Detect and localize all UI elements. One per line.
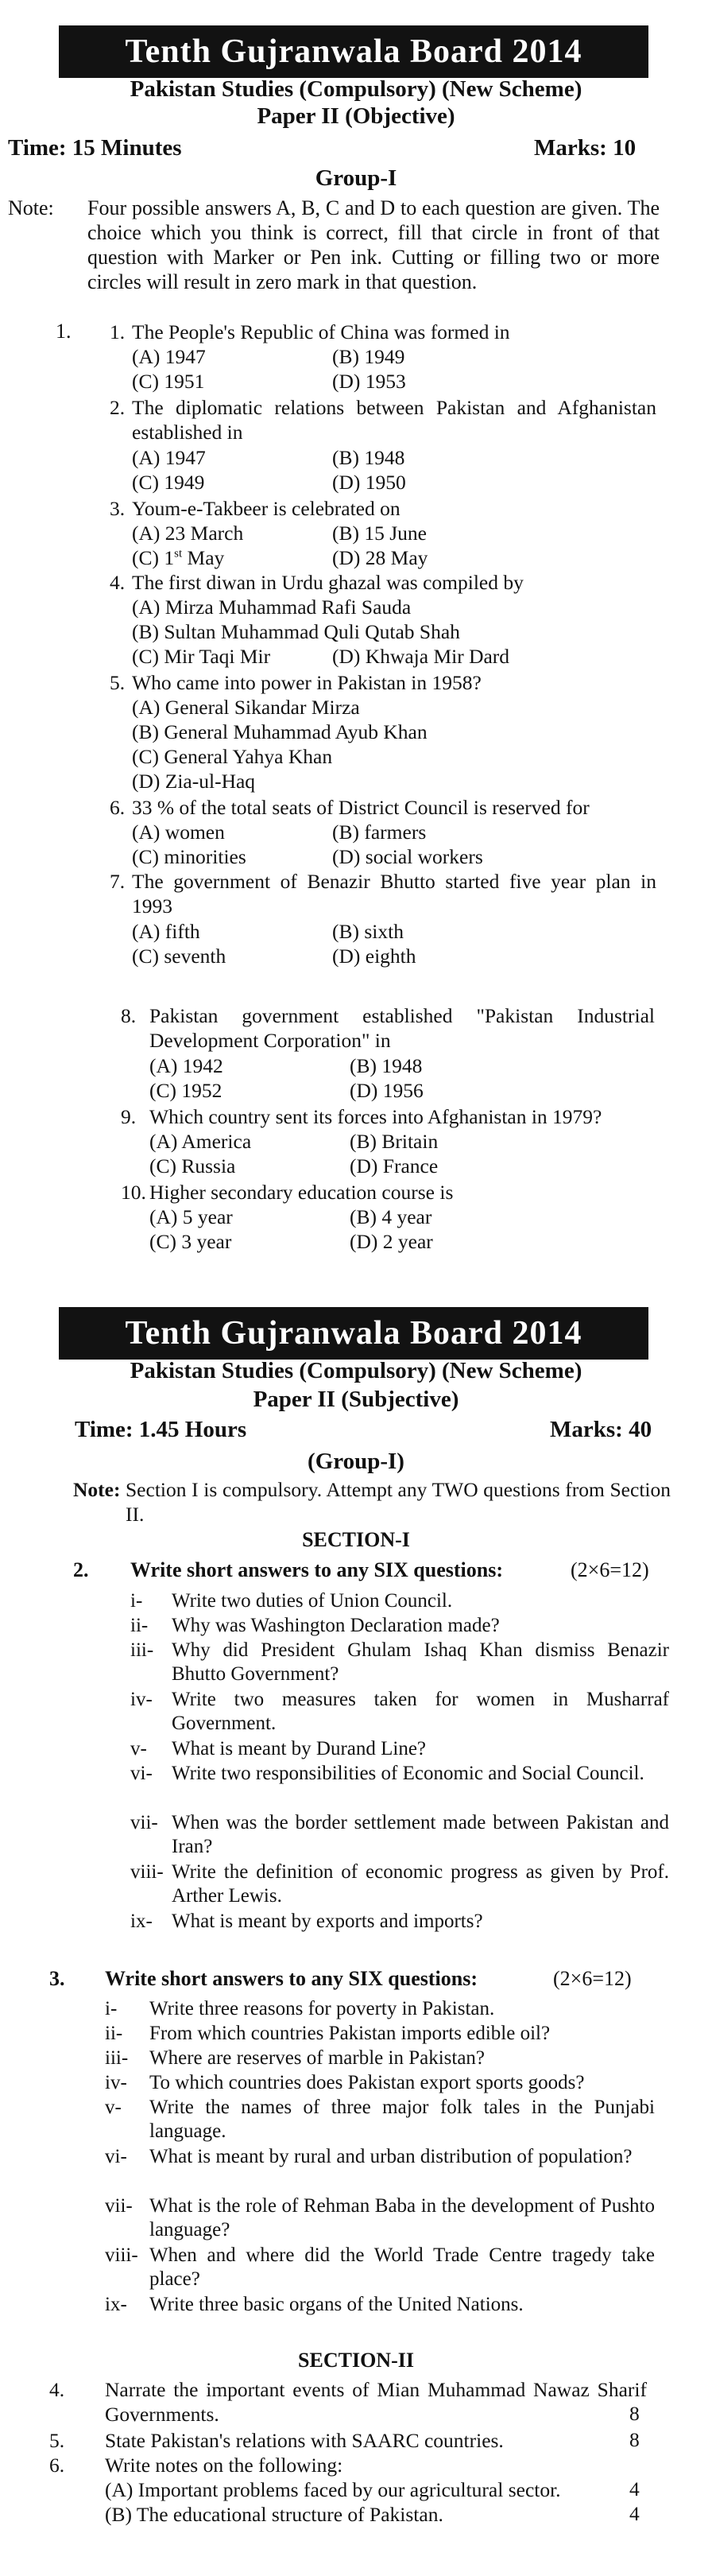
mcq-number: 5.: [110, 671, 126, 694]
mcq-option: (B) farmers: [332, 821, 427, 844]
q3-heading: Write short answers to any SIX questions:: [105, 1967, 478, 1990]
subjective-time: Time: 1.45 Hours: [75, 1417, 247, 1442]
q4-marks: 8: [629, 2402, 640, 2425]
mcq-number: 8.: [121, 1004, 137, 1027]
mcq-number: 10.: [121, 1181, 146, 1204]
mcq-text: Youm-e-Takbeer is celebrated on: [132, 497, 400, 520]
objective-note: [8, 196, 660, 294]
short-question: vi- What is meant by rural and urban distribution of population?: [105, 2146, 633, 2167]
note-text: Section I is compulsory. Attempt any TWO questions from Section II.: [126, 1478, 671, 1526]
q6b-text: (B) The educational structure of Pakistan.: [105, 2503, 443, 2526]
short-question: v- Write the names of three major folk tales in the Punjabi language.: [105, 2097, 655, 2142]
subjective-paper: Paper II (Subjective): [253, 1387, 459, 1412]
mcq-text: The first diwan in Urdu ghazal was compiled by: [132, 571, 524, 594]
short-question: v- What is meant by Durand Line?: [130, 1738, 427, 1759]
objective-subject: Pakistan Studies (Compulsory) (New Scheme): [130, 76, 582, 102]
mcq-option: (D) 2 year: [350, 1230, 433, 1253]
objective-time: Time: 15 Minutes: [8, 135, 182, 161]
mcq-option: (D) 1953: [332, 370, 406, 393]
mcq-option: (B) 1948: [332, 446, 405, 469]
mcq-text: Which country sent its forces into Afghanistan in 1979?: [149, 1105, 602, 1128]
mcq-text: The People's Republic of China was formed in: [132, 320, 510, 343]
mcq-option: (D) 28 May: [332, 546, 428, 569]
mcq-option: (C) minorities: [132, 845, 246, 868]
short-question: i- Write two duties of Union Council.: [130, 1590, 453, 1612]
mcq-option: (A) 23 March: [132, 522, 244, 545]
q6-text: Write notes on the following:: [105, 2454, 343, 2477]
mcq-number: 2.: [110, 396, 126, 419]
q4-number: 4.: [49, 2378, 65, 2401]
mcq-option: (D) France: [350, 1154, 439, 1177]
mcq-option: (A) women: [132, 821, 225, 844]
mcq-5: [110, 670, 656, 695]
mcq-number: 9.: [121, 1105, 137, 1128]
mcq-option: (D) Zia-ul-Haq: [132, 770, 256, 793]
q2-marks: (2×6=12): [571, 1558, 649, 1581]
q2-number: 2.: [73, 1558, 89, 1581]
q4-text: Narrate the important events of Mian Muhammad Nawaz Sharif Governments.: [105, 2378, 647, 2426]
short-question: ii- From which countries Pakistan imports edible oil?: [105, 2023, 551, 2044]
mcq-option: (B) 15 June: [332, 522, 427, 545]
short-question: iv- To which countries does Pakistan export sports goods?: [105, 2072, 585, 2093]
mcq-option: (C) 1949: [132, 471, 205, 494]
short-question: vi- Write two responsibilities of Economic and Social Council.: [130, 1763, 644, 1784]
mcq-option: (C) 3 year: [149, 1230, 232, 1253]
mcq-number: 7.: [110, 870, 126, 893]
short-question: vii- What is the role of Rehman Baba in the development of Pushto language?: [105, 2195, 655, 2240]
mcq-text: Who came into power in Pakistan in 1958?: [132, 671, 482, 694]
short-question: iii- Why did President Ghulam Ishaq Khan dismiss Benazir Bhutto Government?: [130, 1639, 669, 1685]
q2-heading: Write short answers to any SIX questions:: [130, 1558, 503, 1581]
note-text: Four possible answers A, B, C and D to each question are given. The choice which you think is correct, fill that circle in front of that question with Marker or Pen ink. Cutting or filling two or more circles will result in zero mark in that question.: [87, 196, 660, 293]
mcq-option: (C) 1st May: [132, 546, 225, 569]
mcq-option: (A) 1947: [132, 446, 206, 469]
mcq-option: (A) 5 year: [149, 1205, 233, 1228]
mcq-text: The government of Benazir Bhutto started five year plan in 1993: [132, 870, 656, 918]
mcq-option: (A) America: [149, 1130, 252, 1153]
q6a-marks: 4: [629, 2477, 640, 2500]
subjective-banner: Tenth Gujranwala Board 2014: [59, 1307, 648, 1360]
mcq-option: (C) General Yahya Khan: [132, 745, 333, 768]
mcq-option: (B) General Muhammad Ayub Khan: [132, 720, 428, 743]
mcq-text: Pakistan government established "Pakistan Industrial Development Corporation" in: [149, 1004, 655, 1052]
short-question: viii- When and where did the World Trade Centre tragedy take place?: [105, 2244, 655, 2290]
mcq-number: 6.: [110, 796, 126, 819]
q5-marks: 8: [629, 2428, 640, 2451]
mcq-number: 4.: [110, 571, 126, 594]
mcq-option: (B) 1949: [332, 345, 405, 368]
mcq-option: (A) 1942: [149, 1054, 223, 1077]
mcq-4: [110, 570, 656, 595]
mcq-option: (D) social workers: [332, 845, 483, 868]
short-question: iv- Write two measures taken for women in Musharraf Government.: [130, 1689, 669, 1734]
q6a-text: (A) Important problems faced by our agricultural sector.: [105, 2478, 561, 2501]
mcq-option: (D) Khwaja Mir Dard: [332, 645, 510, 668]
mcq-option: (B) Sultan Muhammad Quli Qutab Shah: [132, 620, 460, 643]
q3-number: 3.: [49, 1967, 65, 1990]
mcq-number: 1.: [110, 320, 126, 343]
mcq-option: (A) Mirza Muhammad Rafi Sauda: [132, 596, 412, 619]
mcq-option: (C) 1952: [149, 1079, 222, 1102]
mcq-option: (B) Britain: [350, 1130, 439, 1153]
mcq-option: (A) General Sikandar Mirza: [132, 696, 360, 719]
mcq-1: [110, 320, 656, 344]
subjective-marks: Marks: 40: [550, 1417, 652, 1442]
mcq-option: (B) 4 year: [350, 1205, 432, 1228]
mcq-option: (D) eighth: [332, 945, 416, 968]
note-label: Note:: [8, 196, 54, 219]
mcq-option: (B) 1948: [350, 1054, 423, 1077]
mcq-option: (D) 1950: [332, 471, 406, 494]
note-label: Note:: [73, 1478, 121, 1501]
q6b-marks: 4: [629, 2502, 640, 2525]
mcq-6: [110, 795, 656, 820]
mcq-3: [110, 496, 656, 521]
q3-marks: (2×6=12): [553, 1967, 632, 1990]
mcq-10: [121, 1180, 655, 1205]
mcq-option: (C) seventh: [132, 945, 226, 968]
short-question: iii- Where are reserves of marble in Pakistan?: [105, 2047, 486, 2069]
mcq-option: (C) 1951: [132, 370, 205, 393]
mcq-option: (B) sixth: [332, 920, 404, 943]
subjective-note: [73, 1477, 671, 1527]
objective-group: Group-I: [315, 165, 397, 191]
mcq-text: The diplomatic relations between Pakistan and Afghanistan established in: [132, 396, 656, 444]
objective-marks: Marks: 10: [534, 135, 637, 161]
mcq-text: Higher secondary education course is: [149, 1181, 454, 1204]
short-question: ii- Why was Washington Declaration made?: [130, 1615, 500, 1636]
subjective-group: (Group-I): [308, 1449, 404, 1474]
mcq-number: 3.: [110, 497, 126, 520]
mcq-text: 33 % of the total seats of District Council is reserved for: [132, 796, 590, 819]
q5-text: State Pakistan's relations with SAARC countries.: [105, 2429, 504, 2452]
section-1-title: SECTION-I: [302, 1528, 410, 1551]
short-question: ix- Write three basic organs of the United Nations.: [105, 2294, 524, 2315]
mcq-option: (D) 1956: [350, 1079, 424, 1102]
mcq-2: [110, 395, 656, 444]
question-number: 1.: [56, 320, 72, 343]
short-question: vii- When was the border settlement made between Pakistan and Iran?: [130, 1812, 669, 1857]
section-2-title: SECTION-II: [298, 2349, 414, 2372]
mcq-7: [110, 869, 656, 918]
mcq-option: (C) Russia: [149, 1154, 236, 1177]
short-question: ix- What is meant by exports and imports?: [130, 1911, 483, 1932]
mcq-option: (A) 1947: [132, 345, 206, 368]
q6-number: 6.: [49, 2454, 65, 2477]
mcq-9: [121, 1104, 655, 1129]
q5-number: 5.: [49, 2429, 65, 2452]
objective-banner: Tenth Gujranwala Board 2014: [59, 25, 648, 78]
objective-paper: Paper II (Objective): [257, 103, 455, 129]
mcq-option: (A) fifth: [132, 920, 200, 943]
subjective-subject: Pakistan Studies (Compulsory) (New Scheme): [130, 1358, 582, 1383]
mcq-8: [121, 1003, 655, 1053]
short-question: viii- Write the definition of economic progress as given by Prof. Arther Lewis.: [130, 1861, 669, 1907]
short-question: i- Write three reasons for poverty in Pakistan.: [105, 1998, 495, 2019]
mcq-option: (C) Mir Taqi Mir: [132, 645, 271, 668]
